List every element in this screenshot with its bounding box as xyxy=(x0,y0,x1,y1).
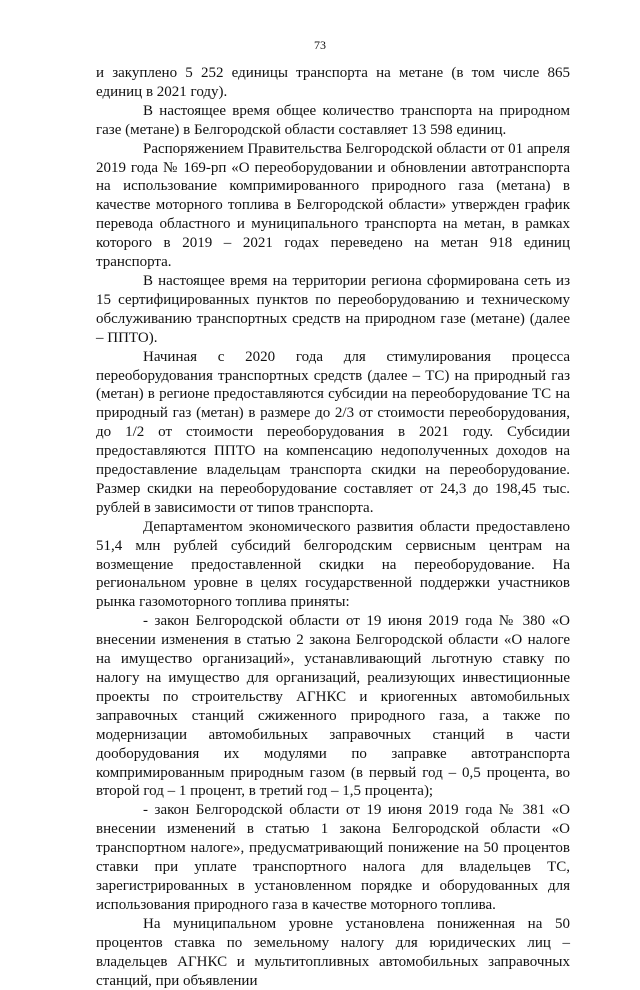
paragraph: Департаментом экономического развития области предоставлено 51,4 млн рублей субсидий белгородским сервисным центрам на возмещение предоставленной скидки на переоборудование. На региональном уровне в целях государственной поддержки участников рынка газомоторного топлива приняты: xyxy=(96,518,570,611)
page-number: 73 xyxy=(314,38,326,52)
list-item-law-380: - закон Белгородской области от 19 июня 2019 года № 380 «О внесении изменения в статью 2 закона Белгородской области «О налоге на имущество организаций», устанавливающий льготную ставку по налогу на имущество для организаций, реализующих инвестиционные проекты по строительству АГНКС и криогенных автомобильных заправочных станций сжиженного природного газа, а также по модернизации автомобильных заправочных станций в части дооборудования их модулями по заправке автотранспорта компримированным природным газом (в первый год – 0,5 процента, во второй год – 1 процент, в третий год – 1,5 процента); xyxy=(96,613,570,800)
paragraph: Начиная с 2020 года для стимулирования процесса переоборудования транспортных средств (далее – ТС) на природный газ (метан) в регионе предоставляются субсидии на переоборудование ТС на природный газ (метан) в размере до 2/3 от стоимости переоборудования, до 1/2 от стоимости переоборудования в 2021 году. Субсидии предоставляются ППТО на компенсацию недополученных доходов на предоставление владельцам транспорта скидки на переоборудование. Размер скидки на переоборудование составляет от 24,3 до 198,45 тыс. рублей в зависимости от типов транспорта. xyxy=(96,348,570,516)
paragraph: Распоряжением Правительства Белгородской области от 01 апреля 2019 года № 169-рп «О переоборудовании и обновлении автотранспорта на использование компримированного природного газа (метана) в качестве моторного топлива в Белгородской области» утвержден график перевода областного и муниципального транспорта на метан, в рамках которого в 2019 – 2021 годах переведено на метан 918 единиц транспорта. xyxy=(96,140,570,271)
list-item-law-381: - закон Белгородской области от 19 июня 2019 года № 381 «О внесении изменений в статью 1 закона Белгородской области «О транспортном налоге», предусматривающий понижение на 50 процентов ставки при уплате транспортного налога для владельцев ТС, зарегистрированных в установленном порядке и оборудованных для использования природного газа в качестве моторного топлива. xyxy=(96,802,570,913)
paragraph: и закуплено 5 252 единицы транспорта на метане (в том числе 865 единиц в 2021 году). xyxy=(96,65,570,100)
paragraph: В настоящее время общее количество транспорта на природном газе (метане) в Белгородской области составляет 13 598 единиц. xyxy=(96,102,570,138)
paragraph: На муниципальном уровне установлена пониженная на 50 процентов ставка по земельному налогу для юридических лиц – владельцев АГНКС и мультитопливных автомобильных заправочных станций, при объявлении xyxy=(96,915,570,989)
paragraph: В настоящее время на территории региона сформирована сеть из 15 сертифицированных пунктов по переоборудованию и техническому обслуживанию транспортных средств на природном газе (метане) (далее – ППТО). xyxy=(96,272,570,346)
body-text xyxy=(96,64,570,990)
